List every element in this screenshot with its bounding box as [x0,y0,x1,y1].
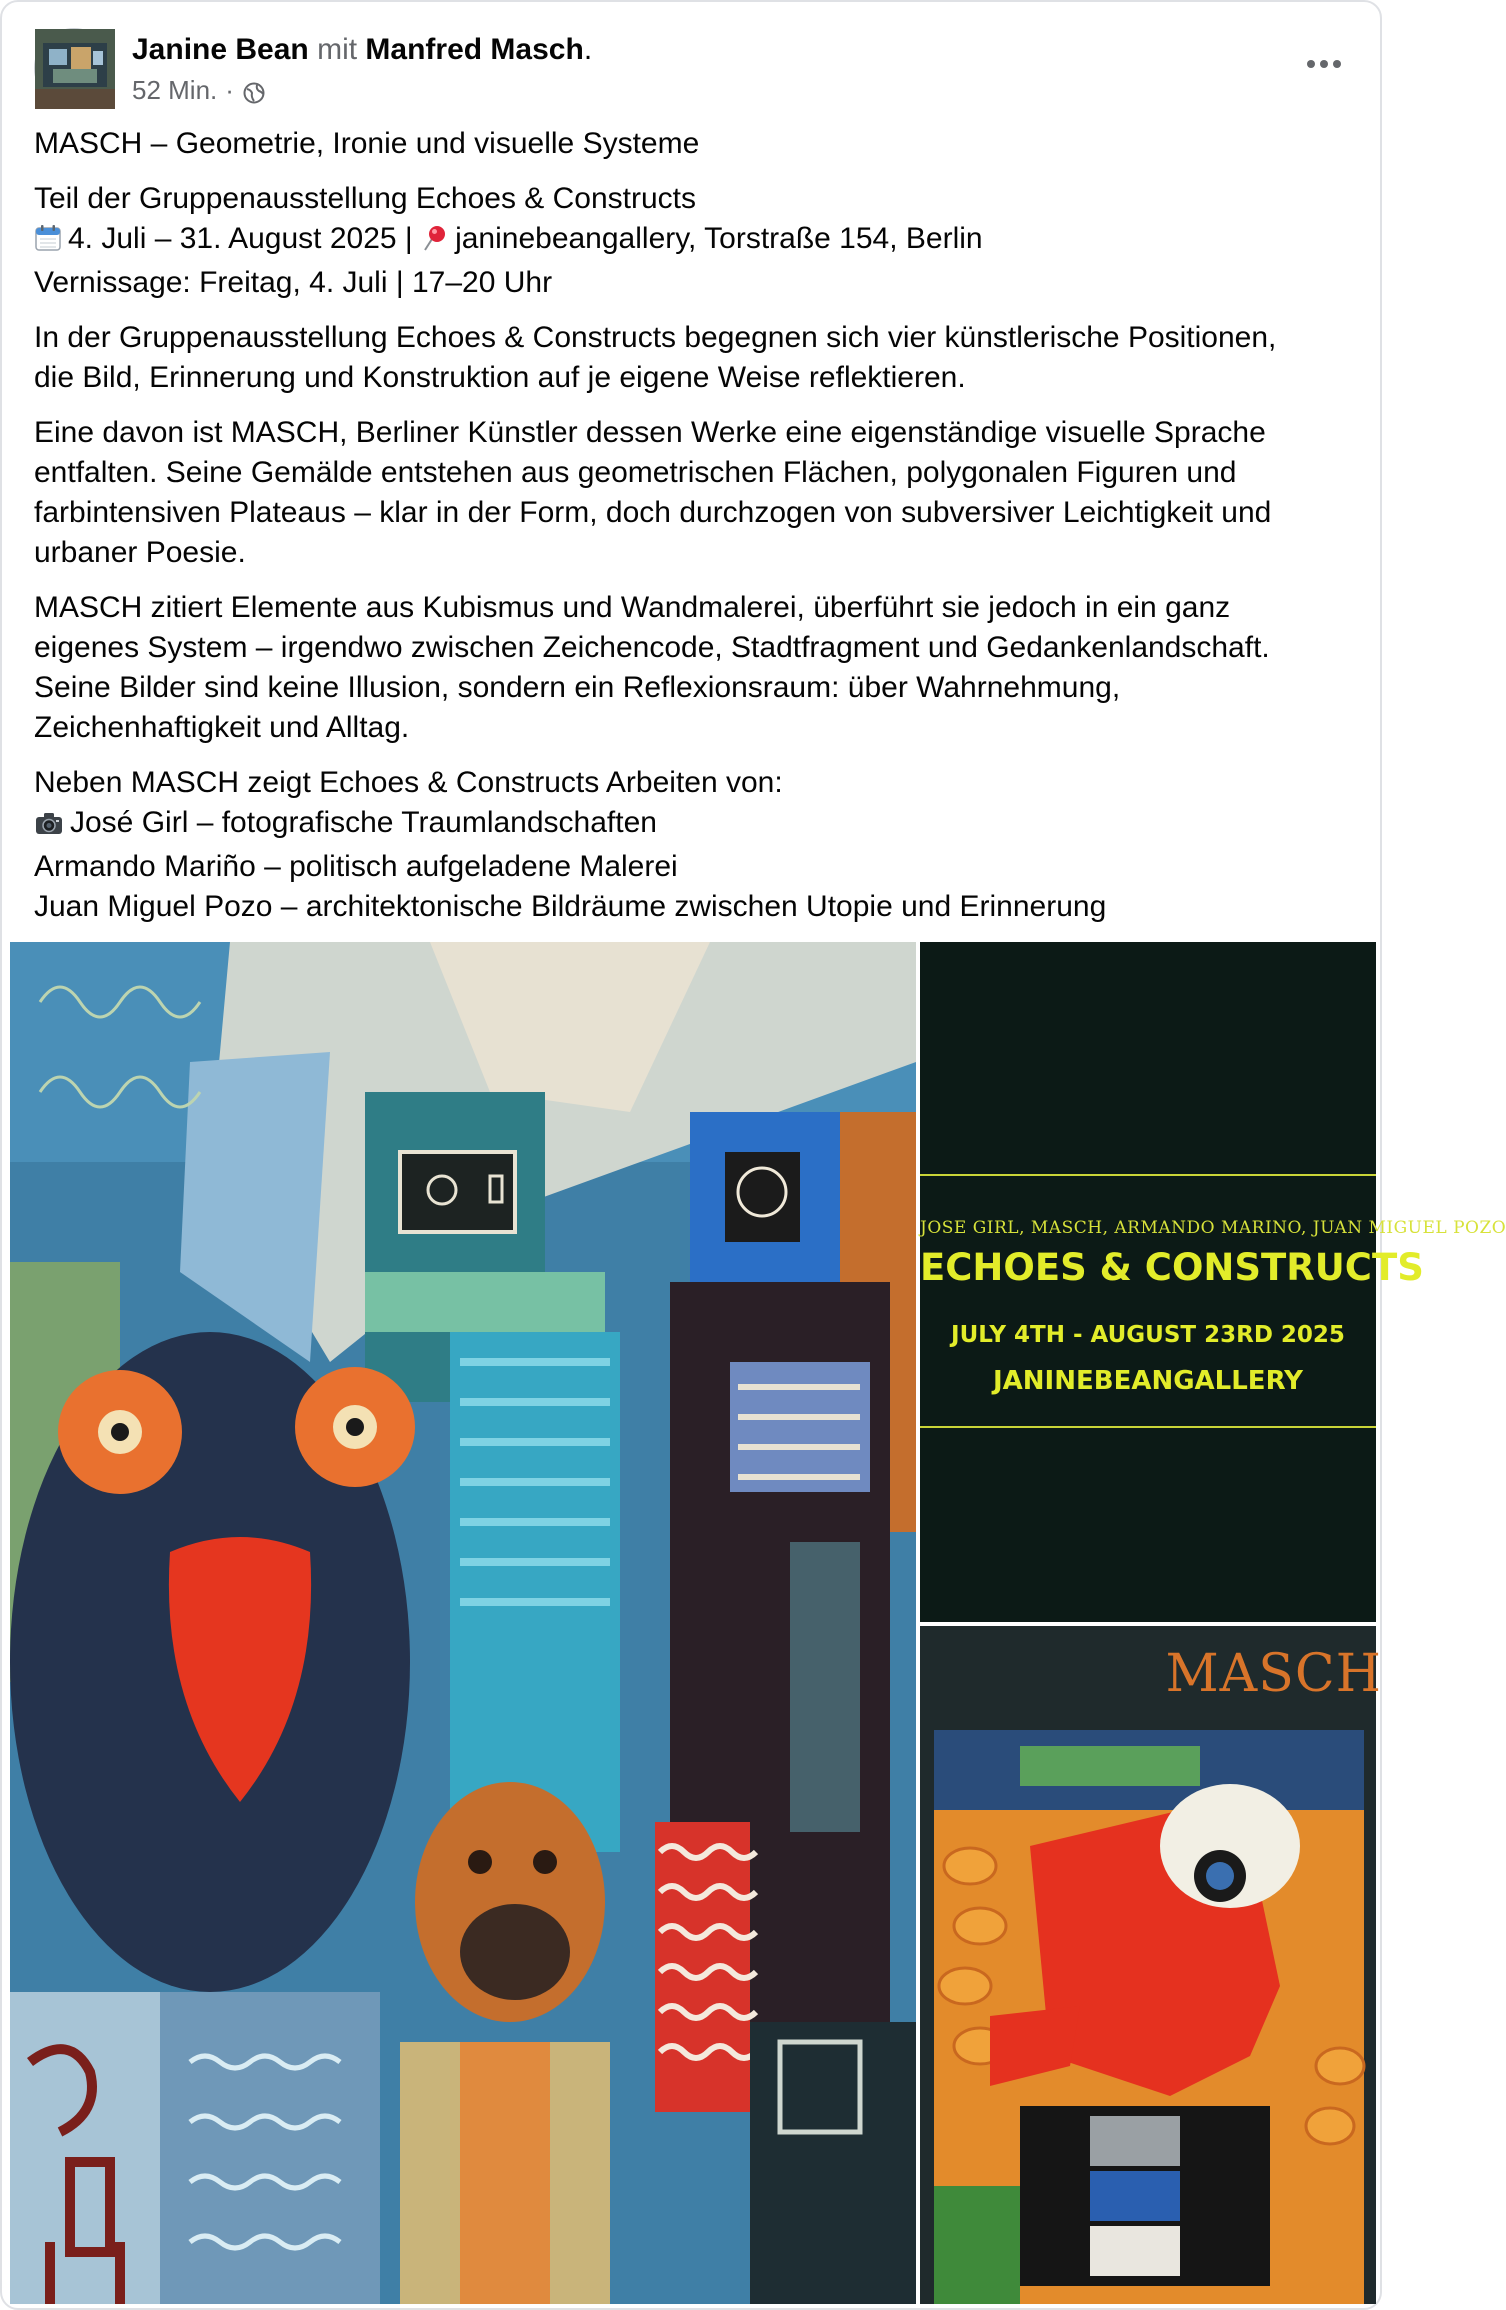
text-line: Zeichenhaftigkeit und Alltag. [34,711,410,744]
globe-icon[interactable] [242,78,266,102]
text-line: In der Gruppenausstellung Echoes & Constructs begegnen sich vier künstlerische Positionen, [34,321,1277,354]
text-line: Eine davon ist MASCH, Berliner Künstler dessen Werke eine eigenständige visuelle Sprache [34,416,1266,449]
poster-title: ECHOES & CONSTRUCTS [920,1246,1424,1289]
poster-top-line [920,1174,1376,1176]
photo-grid [10,942,1506,2304]
artist-jose-girl: José Girl – fotografische Traumlandschaften [70,806,657,839]
text-line: Vernissage: Freitag, 4. Juli | 17–20 Uhr [34,266,553,299]
text-line: die Bild, Erinnerung und Konstruktion auf je eigene Weise reflektieren. [34,361,966,394]
more-options-icon[interactable] [1296,42,1352,86]
tagged-person[interactable]: Manfred Masch [365,33,584,66]
text-line: farbintensiven Plateaus – klar in der Form, doch durchzogen von subversiver Leichtigkeit und [34,496,1272,529]
text-line: entfalten. Seine Gemälde entstehen aus geometrischen Flächen, polygonalen Figuren und [34,456,1237,489]
poster-bottom-line [920,1426,1376,1428]
text-line: MASCH zitiert Elemente aus Kubismus und Wandmalerei, überführt sie jedoch in ein ganz [34,591,1231,624]
exhibition-dates: 4. Juli – 31. August 2025 | [68,222,413,255]
paragraph-exhibition [34,179,1354,303]
post-header [2,2,1380,122]
exhibition-poster[interactable] [920,942,1506,1622]
round-pushpin-emoji-icon [421,223,449,263]
post-meta [132,72,266,108]
text-line: urbaner Poesie. [34,536,246,569]
text-line: MASCH – Geometrie, Ironie und visuelle Systeme [34,127,700,160]
text-line: Seine Bilder sind keine Illusion, sondern ein Reflexionsraum: über Wahrnehmung, [34,671,1121,704]
poster-gallery: JANINEBEANGALLERY [993,1366,1303,1396]
author-avatar[interactable] [34,28,114,108]
paragraph-system [34,588,1354,748]
text-line: Neben MASCH zeigt Echoes & Constructs Arbeiten von: [34,766,783,799]
artist-juan-miguel-pozo: Juan Miguel Pozo – architektonische Bildräume zwischen Utopie und Erinnerung [34,890,1107,923]
masch-title: MASCH [1165,1644,1382,1704]
text-line: eigenes System – irgendwo zwischen Zeichencode, Stadtfragment und Gedankenlandschaft. [34,631,1270,664]
poster-artists: JOSE GIRL, MASCH, ARMANDO MARINO, JUAN MIGUEL POZO [920,1218,1506,1238]
meta-separator: · [225,75,234,105]
name-period: . [583,33,593,66]
poster-dates: JULY 4TH - AUGUST 23RD 2025 [951,1322,1345,1348]
calendar-emoji-icon [34,223,62,263]
post-author-line [132,30,592,70]
author-name[interactable]: Janine Bean [132,33,309,66]
date-location-line [34,219,1354,263]
post-timestamp[interactable]: 52 Min. [132,75,218,105]
post-body [34,124,1354,942]
paragraph-intro [34,318,1354,398]
exhibition-location: janinebeangallery, Torstraße 154, Berlin [455,222,983,255]
text-line: Teil der Gruppenausstellung Echoes & Constructs [34,182,697,215]
masch-painting-photo[interactable] [920,1626,1382,2304]
artist-armando-marino: Armando Mariño – politisch aufgeladene Malerei [34,850,678,883]
paragraph-title [34,124,1354,164]
artist-line [34,803,1354,847]
painting-photo[interactable] [10,942,916,2304]
with-word: mit [317,33,358,66]
paragraph-masch [34,413,1354,573]
camera-emoji-icon [34,807,64,847]
paragraph-artists [34,763,1354,927]
